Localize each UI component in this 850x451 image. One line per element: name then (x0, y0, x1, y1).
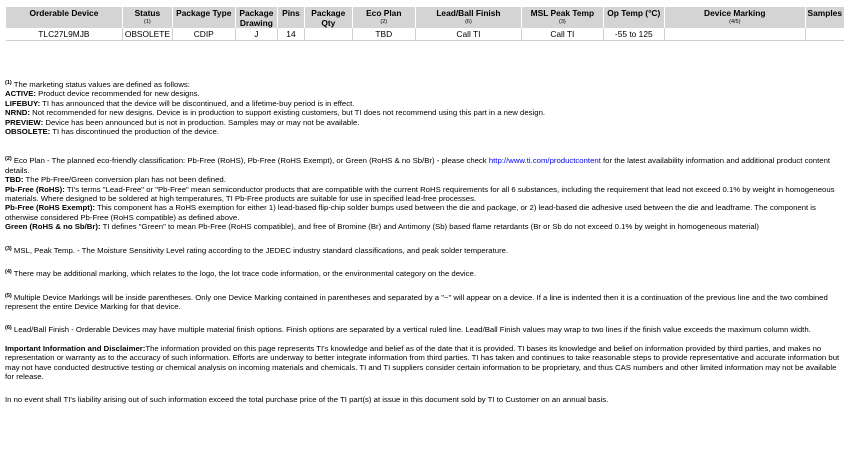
status-item-preview: PREVIEW: Device has been announced but is not in production. Samples may or may not be available. (5, 117, 360, 127)
product-content-link[interactable]: http://www.ti.com/productcontent (488, 156, 601, 166)
note-5-marker: (5) (5, 292, 12, 299)
eco-item-pb-free: Pb-Free (RoHS): TI's terms "Lead-Free" or "Pb-Free" mean semiconductor products that are compatible with the current RoHS requirements for all 6 substances, including the requirement that lead not exceed 0.1% by weight in homogeneous materials. Where designed to be soldered at high temperatures, TI Pb-Free products are suitable for use in specified lead-free processes. (5, 184, 835, 204)
status-item-lifebuy: LIFEBUY: TI has announced that the device will be discontinued, and a lifetime-buy period is in effect. (5, 98, 355, 108)
cell-package-type: CDIP (172, 28, 235, 41)
cell-status: OBSOLETE (122, 28, 172, 41)
note-1-marketing-status (5, 80, 847, 136)
header-status: Status (1) (122, 7, 172, 28)
note-6-lead-finish: $^{(6)}$ Lead/Ball Finish - Orderable Devices may have multiple material finish options. Finish options are separated by a vertical ruled line. Lead/Ball Finish values may wrap to two lines if the finish value exceeds the maximum column width. (5, 325, 811, 335)
status-item-active: ACTIVE: Product device recommended for new designs. (5, 89, 200, 99)
note-6-marker: (6) (5, 325, 12, 332)
note-3-msl: $^{(3)}$ MSL, Peak Temp. - The Moisture Sensitivity Level rating according to the JEDEC industry standard classifications, and peak solder temperature. (5, 245, 509, 255)
header-package-qty: Package Qty (304, 7, 352, 28)
note-4-marking: $^{(4)}$ There may be additional marking, which relates to the logo, the lot trace code information, or the environmental category on the device. (5, 269, 476, 279)
disclaimer: Important Information and Disclaimer:The information provided on this page represents TI's knowledge and belief as of the date that it is provided. TI bases its knowledge and belief on information provided by third parties, and makes no representation or warranty as to the accuracy of such information. Efforts are underway to better integrate information from third parties. TI has taken and continues to take reasonable steps to provide representative and accurate information but may not have conducted destructive testing or chemical analysis on incoming materials and chemicals. TI and TI suppliers consider certain information to be proprietary, and thus CAS numbers and other limited information may not be available for release. (5, 343, 840, 381)
cell-msl-peak-temp: Call TI (522, 28, 603, 41)
table-row (6, 28, 844, 41)
header-eco-plan: Eco Plan (2) (352, 7, 415, 28)
eco-item-tbd: TBD: The Pb-Free/Green conversion plan has not been defined. (5, 175, 226, 185)
cell-eco-plan: TBD (352, 28, 415, 41)
note-3-marker: (3) (5, 245, 12, 252)
footnotes (5, 80, 847, 405)
cell-pins: 14 (278, 28, 305, 41)
note-1-marker: (1) (5, 80, 12, 86)
note-2-eco-plan: $^{(2)}$ Eco Plan - The planned eco-friendly classification: Pb-Free (RoHS), Pb-Free (RoHS Exempt), or Green (RoHS & no Sb/Br) - please check http://www.ti.com/productcontent for the latest availability information and additional product content details. TBD: The Pb-Free/Green conversion plan has not been defined. Pb-Free (RoHS): TI's terms "Lead-Free" or "Pb-Free" mean semiconductor products that are compatible with the current RoHS requirements for all 6 substances, including the requirement that lead not exceed 0.1% by weight in homogeneous materials. Where designed to be soldered at high temperatures, TI Pb-Free products are suitable for use in specified lead-free processes. Pb-Free (RoHS Exempt): This component has a RoHS exemption for either 1) lead-based flip-chip solder bumps used between the die and package, or 2) lead-based die adhesive used between the die and leadframe. The component is otherwise considered Pb-Free (RoHS compatible) as defined above. Green (RoHS & no Sb/Br): TI defines "Green" to mean Pb-Free (RoHS compatible), and free of Bromine (Br) and Antimony (Sb) based flame retardants (Br or Sb do not exceed 0.1% by weight in homogeneous material) (5, 156, 847, 231)
eco-item-pb-free-exempt: Pb-Free (RoHS Exempt): This component has a RoHS exemption for either 1) lead-based flip-chip solder bumps used between the die and package, or 2) lead-based die adhesive used between the die and leadframe. The component is otherwise considered Pb-Free (RoHS compatible) as defined above. (5, 203, 816, 222)
cell-samples (805, 28, 844, 41)
liability-statement: In no event shall TI's liability arising out of such information exceed the total purchase price of the TI part(s) at issue in this document sold by TI to Customer on an annual basis. (5, 395, 609, 405)
cell-lead-ball-finish: Call TI (415, 28, 521, 41)
ordering-table (6, 7, 844, 41)
header-lead-ball-finish: Lead/Ball Finish (6) (415, 7, 521, 28)
header-device-marking: Device Marking (4/5) (665, 7, 806, 28)
note-1-intro: The marketing status values are defined as follows: (13, 80, 190, 89)
note-5-multiple-markings: $^{(5)}$ Multiple Device Markings will be inside parentheses. Only one Device Marking contained in parentheses and separated by a "~" will appear on a device. If a line is indented then it is a continuation of the previous line and the two combined represent the entire Device Marking for that device. (5, 292, 828, 311)
cell-op-temp: -55 to 125 (603, 28, 664, 41)
table-header-row (6, 7, 844, 28)
cell-orderable-device[interactable]: TLC27L9MJB (6, 28, 122, 41)
header-package-drawing: Package Drawing (235, 7, 278, 28)
header-op-temp: Op Temp (°C) (603, 7, 664, 28)
header-samples: Samples (805, 7, 844, 28)
cell-package-qty (304, 28, 352, 41)
header-msl-peak-temp: MSL Peak Temp (3) (522, 7, 603, 28)
cell-package-drawing[interactable]: J (235, 28, 278, 41)
status-item-nrnd: NRND: Not recommended for new designs. Device is in production to support existing customers, but TI does not recommend using this part in a new design. (5, 108, 546, 118)
header-package-type: Package Type (172, 7, 235, 28)
header-orderable-device: Orderable Device (6, 7, 122, 28)
note-2-marker: (2) (5, 156, 12, 163)
header-pins: Pins (278, 7, 305, 28)
status-item-obsolete: OBSOLETE: TI has discontinued the production of the device. (5, 127, 219, 137)
cell-device-marking (665, 28, 806, 41)
note-4-marker: (4) (5, 269, 12, 276)
eco-item-green: Green (RoHS & no Sb/Br): TI defines "Green" to mean Pb-Free (RoHS compatible), and free of Bromine (Br) and Antimony (Sb) based flame retardants (Br or Sb do not exceed 0.1% by weight in homogeneous material) (5, 222, 759, 232)
